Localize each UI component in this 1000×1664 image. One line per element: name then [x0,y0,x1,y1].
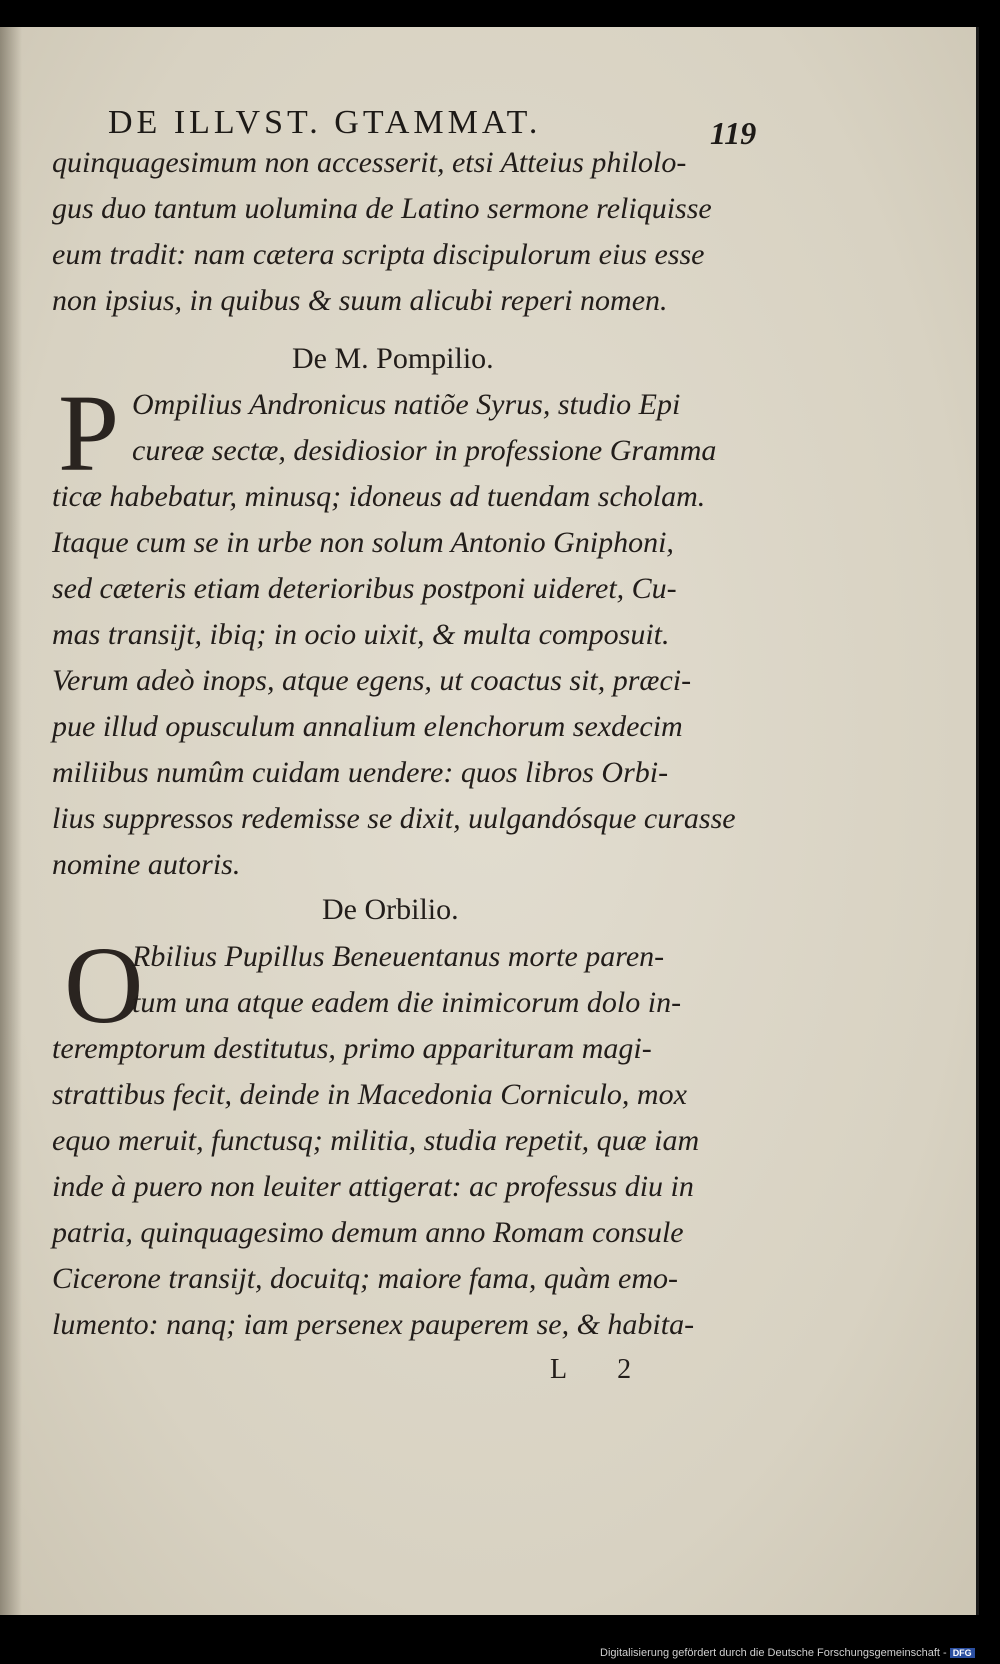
text-line: teremptorum destitutus, primo apparituram magi- [52,1032,652,1065]
text-line: inde à puero non leuiter attigerat: ac professus diu in [52,1170,694,1203]
text-line: non ipsius, in quibus & suum alicubi reperi nomen. [52,284,668,317]
section-heading-orbilio: De Orbilio. [322,893,459,926]
text-line: strattibus fecit, deinde in Macedonia Corniculo, mox [52,1078,687,1111]
dfg-logo: DFG [950,1648,975,1658]
text-line: pue illud opusculum annalium elenchorum sexdecim [52,710,683,743]
dropcap-p: P [58,372,120,494]
footer-credit [600,1647,975,1659]
text-line: tum una atque eadem die inimicorum dolo in- [132,986,682,1019]
text-line: Cicerone transijt, docuitq; maiore fama, quàm emo- [52,1262,679,1295]
text-line: Ompilius Andronicus natiõe Syrus, studio Epi [132,388,681,421]
text-line: lius suppressos redemisse se dixit, uulgandósque curasse [52,802,736,835]
spine-shadow [0,27,22,1615]
text-line: Verum adeò inops, atque egens, ut coactus sit, præci- [52,664,692,697]
dropcap-o: O [64,924,144,1046]
text-block-pompilio [52,382,782,888]
text-line: sed cæteris etiam deterioribus postponi uideret, Cu- [52,572,677,605]
text-block-top [52,140,782,324]
text-line: lumento: nanq; iam persenex pauperem se, & habita- [52,1308,695,1341]
text-line: nomine autoris. [52,848,241,881]
text-block-orbilio [52,934,782,1348]
page-number: 119 [710,115,757,151]
text-line: cureæ sectæ, desidiosior in professione Gramma [132,434,717,467]
text-line: Itaque cum se in urbe non solum Antonio Gniphoni, [52,526,674,559]
running-header: DE ILLVST. GTAMMAT. [108,104,542,141]
text-line: ticæ habebatur, minusq; idoneus ad tuendam scholam. [52,480,706,513]
text-line: mas transijt, ibiq; in ocio uixit, & multa composuit. [52,618,670,651]
text-line: quinquagesimum non accesserit, etsi Atteius philolo- [52,146,687,179]
text-line: gus duo tantum uolumina de Latino sermone reliquisse [52,192,712,225]
text-line: patria, quinquagesimo demum anno Romam consule [52,1216,684,1249]
text-line: equo meruit, functusq; militia, studia repetit, quæ iam [52,1124,700,1157]
text-line: miliibus numûm cuidam uendere: quos libros Orbi- [52,756,669,789]
text-line: eum tradit: nam cætera scripta discipulorum eius esse [52,238,705,271]
text-line: Rbilius Pupillus Beneuentanus morte paren- [132,940,665,973]
footer-text: Digitalisierung gefördert durch die Deutsche Forschungsgemeinschaft - [600,1647,947,1659]
signature-mark: L 2 [550,1354,654,1385]
section-heading-pompilio: De M. Pompilio. [292,342,494,375]
